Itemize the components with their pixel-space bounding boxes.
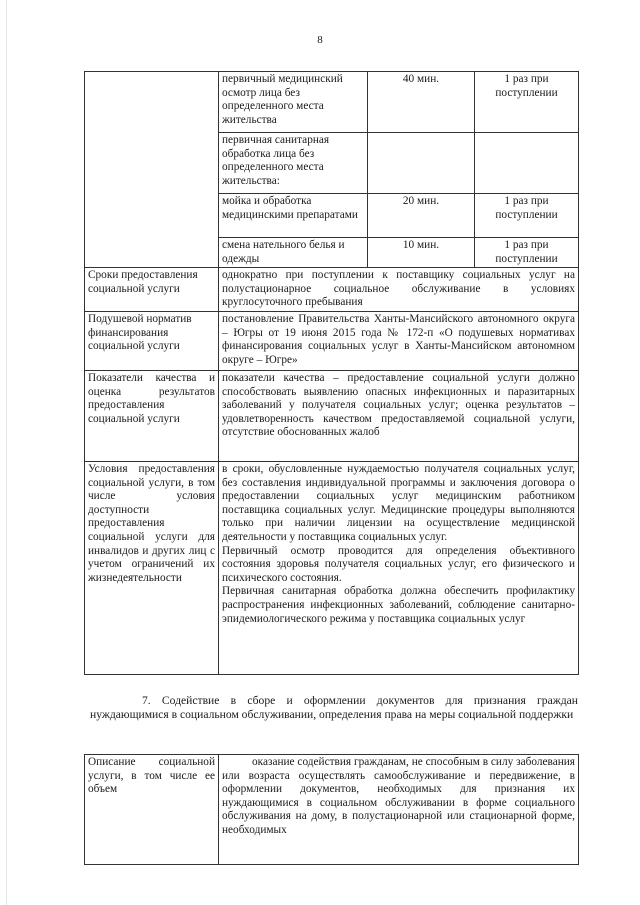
empty-label-cell — [85, 72, 219, 268]
conditions-paragraph: в сроки, обусловленные нуждаемостью получателя социальных услуг, без составления индивидуальной программы и заключения договора о предоставлении социальных услуг медицинским работником поставщика социальных услуг. Медицинские процедуры выполняются только при наличии лицензии на осуществление медицинской деятельности у поставщика социальных услуг. — [222, 462, 575, 543]
section-heading-text: 7. Содействие в сборе и оформлении документов для признания граждан нуждающимися в социальном обслуживании, определения права на меры социальной поддержки — [90, 694, 578, 722]
row-value — [219, 461, 579, 674]
scan-margin-line — [6, 0, 7, 905]
procedure-time — [368, 133, 475, 194]
row-label: Условия предоставления социальной услуги, в том числе условия доступности предоставления социальной услуги для инвалидов и других лиц с учетом ограничений их жизнедеятельности — [85, 461, 219, 674]
procedure-frequency: 1 раз при поступлении — [475, 72, 579, 133]
page-number: 8 — [317, 34, 323, 46]
table-row — [85, 311, 579, 370]
procedure-frequency: 1 раз при поступлении — [475, 238, 579, 268]
table-row — [85, 72, 579, 133]
table-row — [85, 370, 579, 461]
procedure-time: 20 мин. — [368, 194, 475, 238]
procedure-frequency: 1 раз при поступлении — [475, 194, 579, 238]
table-row — [85, 461, 579, 674]
row-value: оказание содействия гражданам, не способным в силу заболевания или возраста осуществлять самообслуживание и передвижение, в оформлении документов, необходимых для признания их нуждающимися в социальном обслуживании в форме социального обслуживания на дому, в полустационарной или стационарной форме, необходимых — [219, 755, 579, 865]
conditions-paragraph: Первичная санитарная обработка должна обеспечить профилактику распространения инфекционных заболеваний, соблюдение санитарно-эпидемиологического режима у поставщика социальных услуг — [222, 585, 575, 625]
row-value: показатели качества – предоставление социальной услуги должно способствовать выявлению опасных инфекционных и паразитарных заболеваний у получателя социальных услуг; оценка результатов – удовлетворенность качеством предоставляемой социальной услуги, отсутствие обоснованных жалоб — [219, 370, 579, 461]
row-label: Описание социальной услуги, в том числе ее объем — [85, 755, 219, 865]
procedure-name: мойка и обработка медицинскими препаратами — [219, 194, 368, 238]
conditions-paragraph: Первичный осмотр проводится для определения объективного состояния здоровья получателя социальных услуг, его физического и психического состояния. — [222, 544, 575, 584]
services-table — [84, 71, 579, 675]
row-label: Сроки предоставления социальной услуги — [85, 268, 219, 312]
row-value: однократно при поступлении к поставщику социальных услуг на полустационарное социальное обслуживание в условиях круглосуточного пребывания — [219, 268, 579, 312]
procedure-name: первичный медицинский осмотр лица без определенного места жительства — [219, 72, 368, 133]
row-label: Подушевой норматив финансирования социальной услуги — [85, 311, 219, 370]
row-label: Показатели качества и оценка результатов предоставления социальной услуги — [85, 370, 219, 461]
section-7-heading — [90, 694, 578, 722]
procedure-time: 40 мин. — [368, 72, 475, 133]
table-row — [85, 755, 579, 865]
procedure-name: смена нательного белья и одежды — [219, 238, 368, 268]
procedure-name: первичная санитарная обработка лица без определенного места жительства: — [219, 133, 368, 194]
row-value: постановление Правительства Ханты-Мансийского автономного округа – Югры от 19 июня 2015 года № 172-п «О подушевых нормативах финансирования социальных услуг в Ханты-Мансийском автономном округе – Югре» — [219, 311, 579, 370]
procedure-frequency — [475, 133, 579, 194]
description-table — [84, 754, 579, 865]
table-row — [85, 268, 579, 312]
procedure-time: 10 мин. — [368, 238, 475, 268]
